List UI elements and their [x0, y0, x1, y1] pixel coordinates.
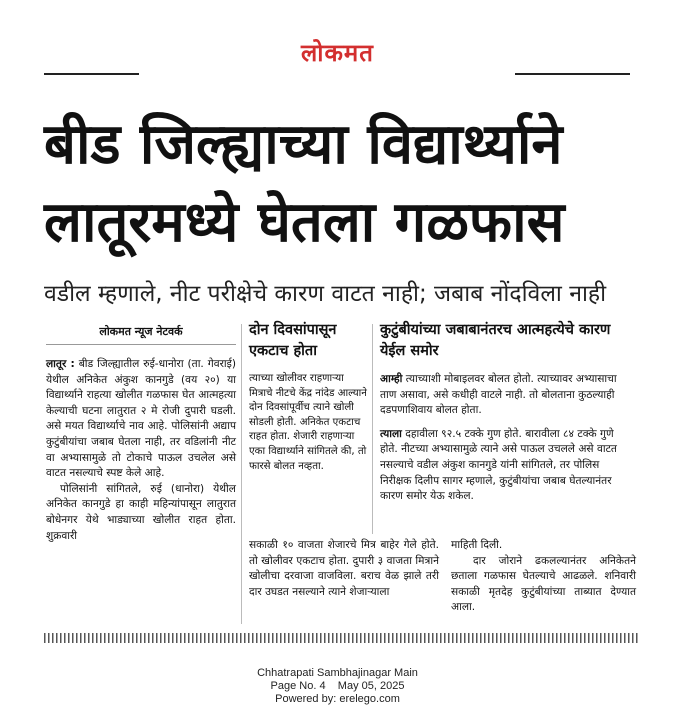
column-1-text-1: बीड जिल्ह्यातील रुई-धानोरा (ता. गेवराई) येथील अनिकेत अंकुश कानगुडे (वय २०) या विद्यार्थ्याने राहत्या खोलीत गळफास घेत आत्महत्या केल्याची घटना लातुरात २ मे रोजी दुपारी घडली. असे मयत विद्यार्थ्याचे नाव आहे. पोलिसांनी अद्याप कुटुंबीयांचा जबाब घेतला नाही, तर वडिलांनी नीट वा अभ्यासामुळे तो टोकाचे पाऊल उचलेल असे वाटत नसल्याचे स्पष्ट केले आहे. [46, 358, 236, 480]
dateline: लातूर : [46, 358, 75, 370]
masthead-rule-left [44, 73, 139, 75]
continuation-right-text: दार जोराने ढकलल्यानंतर अनिकेतने छताला गळफास घेतल्याचे आढळले. शनिवारी सकाळी मृतदेह कुटुंबीयांच्या ताब्यात देण्यात आला. [451, 554, 636, 614]
footer-page-date: Page No. 4 May 05, 2025 [270, 680, 405, 692]
column-1-text-2: पोलिसांनी सांगितले, रुई (धानोरा) येथील अनिकेत कानगुडे हा काही महिन्यांपासून लातुरात बोधेनगर येथे भाड्याच्या खोलीत राहत होता. शुक्रवारी [46, 482, 236, 542]
column-divider-2 [372, 324, 373, 534]
continuation-left [249, 538, 439, 600]
column-2-text: त्याच्या खोलीवर राहणाऱ्या मित्राचे नीटचे केंद्र नांदेड आल्याने दोन दिवसांपूर्वीच त्याने खोली सोडली होती. अनिकेत एकटाच राहत होता. शेजारी राहणाऱ्या एका विद्यार्थ्याने सांगितले की, तो फारसे बोलत नव्हता. [249, 373, 367, 472]
column-3 [380, 320, 630, 505]
column-3-paragraph-1 [380, 372, 630, 419]
column-2-subhead: दोन दिवसांपासून एकटाच होता [249, 322, 337, 359]
byline: लोकमत न्यूज नेटवर्क [99, 325, 183, 338]
column-1-paragraph-2 [46, 482, 236, 544]
column-divider-1 [241, 324, 242, 624]
bottom-hatch-bar [44, 633, 638, 643]
continuation-left-text: सकाळी १० वाजता शेजारचे मित्र बाहेर गेले होते. तो खोलीवर एकटाच होता. दुपारी ३ वाजता मित्राने खोलीचा दरवाजा वाजविला. बराच वेळ झाले तरी दार उघडत नसल्याने त्याने शेजाऱ्याला [249, 539, 439, 598]
headline-line-1: बीड जिल्ह्याच्या विद्यार्थ्याने [44, 112, 563, 177]
footer-edition: Chhatrapati Sambhajinagar Main [257, 667, 418, 679]
headline-line-2: लातूरमध्ये घेतला गळफास [44, 190, 565, 255]
byline-underline [46, 344, 236, 345]
column-3-lead-1: आम्ही [380, 373, 403, 385]
continuation-right [451, 538, 636, 616]
column-3-paragraph-2 [380, 427, 630, 505]
lokmat-logo: लोकमत [301, 39, 374, 67]
column-2 [249, 320, 367, 474]
column-3-text-2: दहावीला ९२.५ टक्के गुण होते. बारावीला ८४ टक्के गुणे होते. नीटच्या अभ्यासामुळे त्याने असे पाऊल उचलले असे वाटत नसल्याचे वडील अंकुश कानगुडे यांनी सांगितले, तर पोलिस निरीक्षक दिलीप सागर म्हणाले, कुटुंबीयांचा जबाब घेतल्यानंतर कारण समोर येऊ शकेल. [380, 427, 617, 503]
continuation-right-line-1: माहिती दिली. [451, 539, 503, 551]
column-1 [46, 357, 236, 544]
deck-subtitle: वडील म्हणाले, नीट परीक्षेचे कारण वाटत नाही; जबाब नोंदविला नाही [44, 281, 607, 307]
column-3-lead-2: त्याला [380, 427, 402, 440]
column-3-subhead: कुटुंबीयांच्या जबाबानंतरच आत्महत्येचे कारण येईल समोर [380, 322, 611, 359]
footer-powered-by: Powered by: erelego.com [275, 693, 400, 705]
column-1-paragraph-1 [46, 357, 236, 482]
column-3-text-1: त्याच्याशी मोबाइलवर बोलत होतो. त्याच्यावर अभ्यासाचा ताण असावा, असे कधीही वाटले नाही. तो बोलताना कुठल्याही दडपणाशिवाय बोलत होता. [380, 373, 617, 417]
masthead-rule-right [515, 73, 630, 75]
